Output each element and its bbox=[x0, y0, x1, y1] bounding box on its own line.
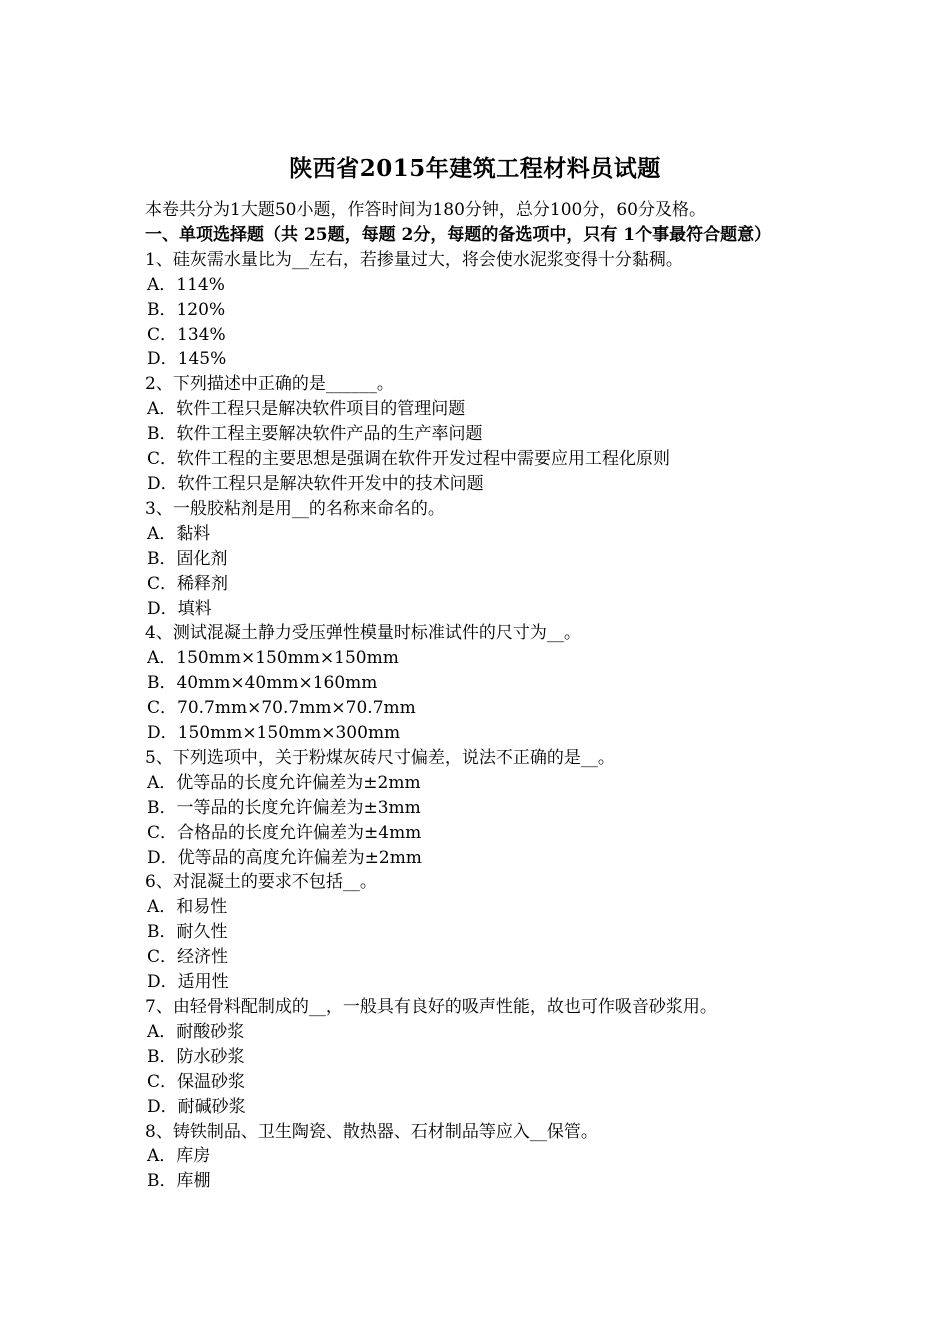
option-d: D．适用性 bbox=[147, 972, 229, 993]
question-stem: 6、对混凝土的要求不包括__。 bbox=[145, 872, 377, 893]
option-b: B．耐久性 bbox=[147, 922, 228, 943]
option-c: C．70.7mm×70.7mm×70.7mm bbox=[147, 698, 416, 719]
question-stem: 1、硅灰需水量比为__左右，若掺量过大，将会使水泥浆变得十分黏稠。 bbox=[145, 249, 683, 270]
question-stem: 3、一般胶粘剂是用__的名称来命名的。 bbox=[145, 498, 445, 519]
question-stem: 2、下列描述中正确的是______。 bbox=[145, 374, 394, 395]
option-c: C．经济性 bbox=[147, 947, 229, 968]
section-heading: 一、单项选择题（共 25题，每题 2分，每题的备选项中，只有 1个事最符合题意） bbox=[145, 224, 772, 245]
option-b: B．库棚 bbox=[147, 1171, 211, 1192]
option-a: A．优等品的长度允许偏差为±2mm bbox=[147, 772, 421, 793]
option-c: C．合格品的长度允许偏差为±4mm bbox=[147, 822, 422, 843]
question-4 bbox=[145, 621, 810, 746]
option-a: A．耐酸砂浆 bbox=[147, 1021, 245, 1042]
option-b: B．固化剂 bbox=[147, 548, 228, 569]
intro-text: 本卷共分为1大题50小题，作答时间为180分钟，总分100分，60分及格。 bbox=[145, 200, 706, 220]
question-stem: 8、铸铁制品、卫生陶瓷、散热器、石材制品等应入__保管。 bbox=[145, 1121, 598, 1142]
question-6 bbox=[145, 870, 810, 995]
option-a: A．150mm×150mm×150mm bbox=[147, 648, 399, 669]
option-d: D．填料 bbox=[147, 598, 212, 619]
document-body bbox=[145, 198, 810, 1194]
option-b: B．一等品的长度允许偏差为±3mm bbox=[147, 797, 421, 818]
question-7 bbox=[145, 995, 810, 1120]
option-b: B．防水砂浆 bbox=[147, 1046, 245, 1067]
option-b: B．40mm×40mm×160mm bbox=[147, 673, 378, 694]
option-d: D．优等品的高度允许偏差为±2mm bbox=[147, 847, 422, 868]
question-5 bbox=[145, 746, 810, 871]
document-title: 陕西省2015年建筑工程材料员试题 bbox=[289, 155, 661, 182]
question-8 bbox=[145, 1120, 810, 1195]
option-d: D．145% bbox=[147, 349, 227, 370]
option-c: C．软件工程的主要思想是强调在软件开发过程中需要应用工程化原则 bbox=[147, 449, 671, 470]
option-a: A．软件工程只是解决软件项目的管理问题 bbox=[147, 399, 466, 420]
option-a: A．库房 bbox=[147, 1146, 211, 1167]
option-c: C．稀释剂 bbox=[147, 573, 229, 594]
question-stem: 7、由轻骨料配制成的__，一般具有良好的吸声性能，故也可作吸音砂浆用。 bbox=[145, 997, 717, 1017]
option-a: A．黏料 bbox=[147, 523, 211, 544]
option-d: D．耐碱砂浆 bbox=[147, 1096, 246, 1117]
option-c: C．保温砂浆 bbox=[147, 1071, 246, 1092]
option-c: C．134% bbox=[147, 324, 226, 345]
option-b: B．软件工程主要解决软件产品的生产率问题 bbox=[147, 424, 483, 445]
option-d: D．150mm×150mm×300mm bbox=[147, 723, 401, 744]
question-3 bbox=[145, 497, 810, 622]
question-stem: 5、下列选项中，关于粉煤灰砖尺寸偏差，说法不正确的是__。 bbox=[145, 747, 615, 768]
question-2 bbox=[145, 372, 810, 497]
option-a: A．和易性 bbox=[147, 897, 228, 918]
question-1 bbox=[145, 248, 810, 373]
option-b: B．120% bbox=[147, 299, 226, 320]
option-a: A．114% bbox=[147, 274, 225, 295]
question-stem: 4、测试混凝土静力受压弹性模量时标准试件的尺寸为__。 bbox=[145, 623, 581, 644]
option-d: D．软件工程只是解决软件开发中的技术问题 bbox=[147, 473, 484, 494]
